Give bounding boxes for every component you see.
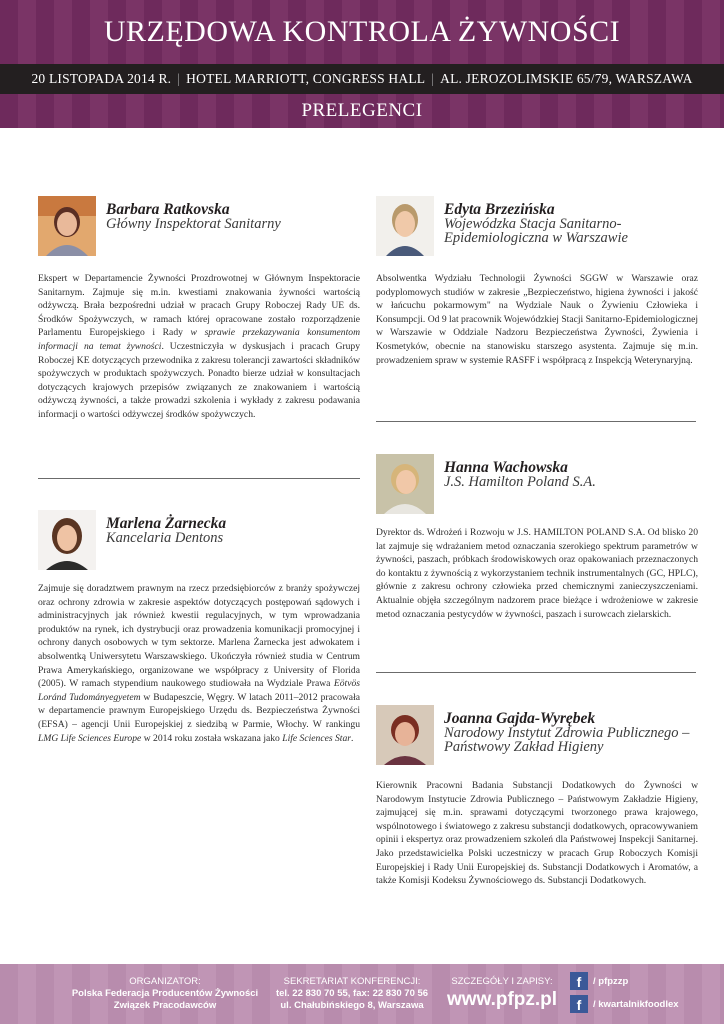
secretariat-phone: tel. 22 830 70 55, fax: 22 830 70 56: [275, 988, 429, 999]
facebook-link-pfpzzp[interactable]: f / pfpzzp: [570, 972, 628, 990]
section-header: [0, 94, 724, 128]
organizer-block: [40, 976, 290, 1012]
section-title: PRELEGENCI: [301, 100, 423, 121]
facebook-icon: f: [570, 972, 588, 990]
speaker-zarnecka: [38, 510, 360, 745]
speaker-name: Hanna Wachowska: [444, 459, 568, 476]
event-address: AL. JEROZOLIMSKIE 65/79, WARSZAWA: [440, 71, 693, 86]
speaker-photo: [38, 510, 96, 570]
event-info-bar: [0, 64, 724, 94]
details-block: [444, 976, 560, 1012]
separator: |: [431, 71, 435, 86]
speaker-photo: [376, 196, 434, 256]
organizer-subtitle: Związek Pracodawców: [113, 1000, 217, 1011]
speaker-brzezinska: [376, 196, 698, 367]
speaker-bio: Kierownik Pracowni Badania Substancji Dodatkowych do Żywności w Narodowym Instytucie Zdrowia Publicznego – Państwowym Zakładzie Higieny, zajmującej się m.in. sprawami dotyczącymi tworzonego prawa krajowego, wspólnotowego i światowego z zakresu substancji dodatkowych, opracowywaniem opinii i ekspertyz oraz prowadzeniem szkoleń dla Państwowej Inspekcji Sanitarnej. Jako przedstawicielka Polski uczestniczy w pracach Grup Roboczych Komisji Europejskiej i Rady Unii Europejskiej ds. Substancji Dodatkowych i Aromatów, a także Komisji Kodeksu Żywnościowego ds. Substancji Dodatkowych.: [376, 780, 698, 887]
organizer-label: ORGANIZATOR:: [129, 976, 201, 987]
speaker-ratkovska: [38, 196, 360, 422]
speaker-organization: Główny Inspektorat Sanitarny: [106, 216, 281, 232]
organizer-name: Polska Federacja Producentów Żywności: [71, 988, 259, 999]
divider: [376, 421, 696, 422]
speaker-bio: Dyrektor ds. Wdrożeń i Rozwoju w J.S. HAMILTON POLAND S.A. Od blisko 20 lat zajmuje się wdrażaniem metod oznaczania szerokiego spektrum parametrów w żywności, paszach, próbkach środowiskowych oraz opakowaniach przeznaczonych do kontaktu z żywnością z wykorzystaniem technik instrumentalnych (GC, HPLC), głównie z zakresu ochrony człowieka przed chemicznymi zanieczyszczeniami. Aktualnie objęła szczególnym nadzorem prace bieżące i wdrożeniowe w zakresie metod oznaczania pestycydów w żywności, paszach i surowcach zielarskich.: [376, 527, 698, 620]
divider: [376, 672, 696, 673]
speaker-organization: Narodowy Instytut Zdrowia Publicznego – Państwowy Zakład Higieny: [444, 725, 690, 755]
website-link[interactable]: www.pfpz.pl: [446, 989, 558, 1010]
secretariat-address: ul. Chałubińskiego 8, Warszawa: [280, 1000, 424, 1011]
speaker-photo: [376, 454, 434, 514]
secretariat-label: SEKRETARIAT KONFERENCJI:: [283, 976, 421, 987]
speaker-wachowska: [376, 454, 698, 621]
speaker-organization: Wojewódzka Stacja Sanitarno-Epidemiologiczna w Warszawie: [444, 216, 628, 246]
event-title: URZĘDOWA KONTROLA ŻYWNOŚCI: [103, 15, 621, 48]
speaker-gajda-wyrebek: [376, 705, 698, 888]
divider: [38, 478, 360, 479]
facebook-link-foodlex[interactable]: f / kwartalnikfoodlex: [570, 995, 679, 1013]
event-date: 20 LISTOPADA 2014 R.: [31, 71, 172, 86]
speaker-name: Joanna Gajda-Wyrębek: [444, 710, 596, 727]
facebook-icon: f: [570, 995, 588, 1013]
details-label: SZCZEGÓŁY I ZAPISY:: [451, 976, 553, 987]
separator: |: [177, 71, 181, 86]
speaker-photo: [38, 196, 96, 256]
event-venue: HOTEL MARRIOTT, CONGRESS HALL: [186, 71, 426, 86]
speaker-organization: Kancelaria Dentons: [106, 530, 224, 546]
speaker-name: Barbara Ratkovska: [106, 201, 230, 218]
secretariat-block: [262, 976, 442, 1012]
speaker-bio: Zajmuje się doradztwem prawnym na rzecz przedsiębiorców z branży spożywczej oraz ochrony zdrowia w zakresie aspektów dotyczących postępowań sądowych i administracyjnych jak również kwestii regulacyjnych, w tym wprowadzania produktów na rynek, ich dystrybucji oraz prowadzenia komunikacji promocyjnej i ochrony danych osobowych w tym sektorze. Marlena Żarnecka jest adwokatem i absolwentką Uniwersytetu Warszawskiego. Ukończyła również studia w Centrum Prawa Amerykańskiego, organizowane we współpracy z University of Florida (2005). W ramach stypendium naukowego studiowała na Wydziale Prawa Eötvös Loránd Tudományegyetem w Budapeszcie, Węgry. W latach 2011–2012 pracowała w departamencie prawnym Europejskiego Urzędu ds. Bezpieczeństwa Żywności (EFSA) – agencji Unii Europejskiej z siedzibą w Parmie, Włochy. W rankingu LMG Life Sciences Europe w 2014 roku została wskazana jako Life Sciences Star.: [38, 583, 360, 744]
speaker-bio: Absolwentka Wydziału Technologii Żywności SGGW w Warszawie oraz podyplomowych studiów w zakresie „Bezpieczeństwo, higiena żywności i jakość w łańcuchu pokarmowym" na Wydziale Nauk o Żywieniu Człowieka i Konsumpcji. Od 9 lat pracownik Wojewódzkiej Stacji Sanitarno-Epidemiologicznej w Warszawie w Oddziale Nadzoru Bezpieczeństwa Żywności, Żywienia i Kosmetyków, obecnie na stanowisku starszego asystenta. Zajmuje się m.in. prowadzeniem spraw w systemie RASFF i współpracą z Inspekcją Weterynaryjną.: [376, 273, 698, 366]
speaker-name: Edyta Brzezińska: [444, 201, 555, 218]
speaker-organization: J.S. Hamilton Poland S.A.: [444, 474, 596, 490]
event-title-bar: [0, 0, 724, 64]
speaker-photo: [376, 705, 434, 765]
speaker-name: Marlena Żarnecka: [106, 515, 227, 532]
speaker-bio: Ekspert w Departamencie Żywności Prozdrowotnej w Głównym Inspektoracie Sanitarnym. Zajmuje się m.in. kwestiami znakowania żywności wartością odżywczą. Brała bezpośredni udział w pracach Grupy Roboczej Rady UE ds. Środków Spożywczych, w ramach której opracowane zostało rozporządzenie Parlamentu Europejskiego i Rady w sprawie przekazywania konsumentom informacji na temat żywności. Uczestniczyła w dyskusjach i pracach Grupy Roboczej KE dotyczących przewodnika z zakresu tolerancji zawartości składników spożywczych w produktach spożywczych. Ponadto bierze udział w konsultacjach dotyczących krajowych przepisów związanych ze znakowaniem i wartością odżywczą żywności, a także prowadzi szkolenia i wykłady z zakresu podawania informacji o wartości odżywczej środków spożywczych.: [38, 273, 361, 420]
footer: [0, 964, 724, 1024]
